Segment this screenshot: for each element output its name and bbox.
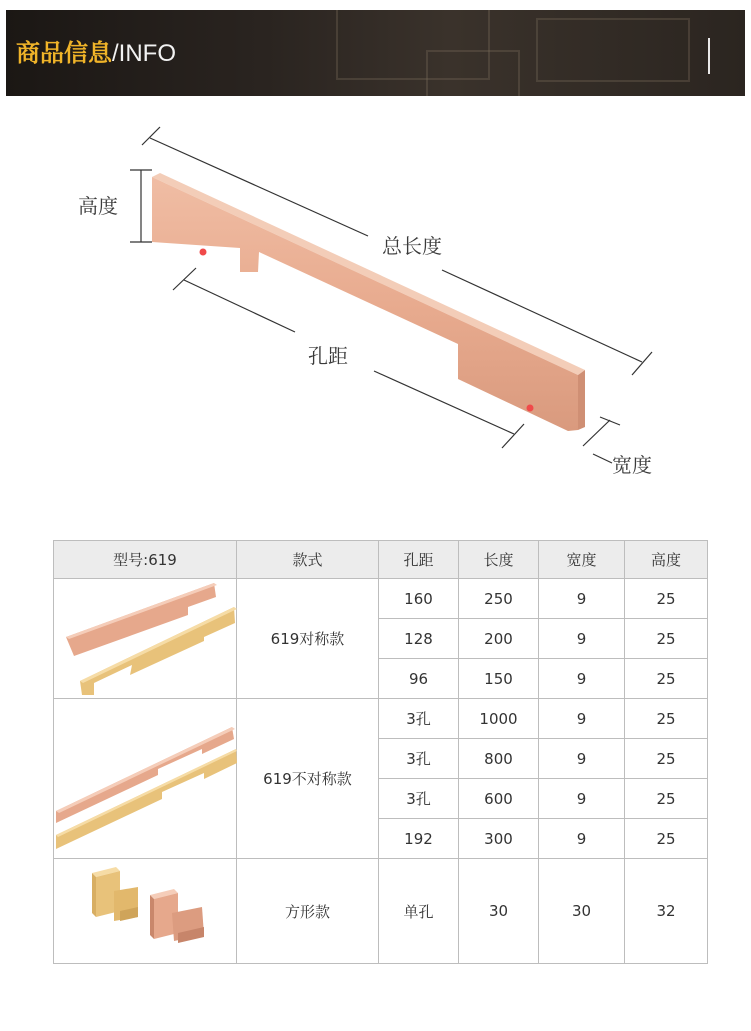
height-label: 高度 [78,194,118,218]
handle-body [152,177,578,431]
table-cell: 9 [539,819,625,859]
table-cell: 128 [379,619,459,659]
table-cell: 9 [539,779,625,819]
table-cell: 150 [459,659,539,699]
table-cell: 160 [379,579,459,619]
table-cell: 9 [539,699,625,739]
section-title-cn: 商品信息 [16,39,112,67]
table-cell: 9 [539,619,625,659]
style-cell: 619不对称款 [237,699,379,859]
table-cell: 192 [379,819,459,859]
product-photo-square [54,859,237,964]
column-header-length: 长度 [459,541,539,579]
dimension-diagram [0,100,751,500]
column-header-hole-distance: 孔距 [379,541,459,579]
table-cell: 25 [625,779,708,819]
style-cell: 619对称款 [237,579,379,699]
hole-dot [527,405,534,412]
table-cell: 25 [625,579,708,619]
table-cell: 600 [459,779,539,819]
table-cell: 3孔 [379,699,459,739]
table-cell: 25 [625,659,708,699]
table-cell: 32 [625,859,708,964]
table-cell: 9 [539,579,625,619]
column-header-style: 款式 [237,541,379,579]
table-cell: 30 [459,859,539,964]
table-row [54,859,708,964]
table-cell: 300 [459,819,539,859]
table-cell: 单孔 [379,859,459,964]
table-cell: 800 [459,739,539,779]
table-cell: 3孔 [379,739,459,779]
hole-distance-label: 孔距 [308,344,348,368]
cabinet-panel-decoration [426,50,520,96]
table-cell: 25 [625,739,708,779]
product-photo-asymmetric [54,699,237,859]
handle-end-face [578,370,585,430]
table-cell: 25 [625,619,708,659]
style-cell: 方形款 [237,859,379,964]
width-label: 宽度 [612,453,652,477]
table-cell: 3孔 [379,779,459,819]
handle-diagram-svg [0,100,751,500]
table-header-row [54,541,708,579]
table-cell: 200 [459,619,539,659]
table-cell: 9 [539,659,625,699]
asymmetric-handles-image [54,699,237,858]
total-length-label: 总长度 [382,234,442,258]
column-header-height: 高度 [625,541,708,579]
spec-table [53,540,708,964]
section-title-en: /INFO [112,40,176,67]
table-row [54,699,708,739]
table-cell: 96 [379,659,459,699]
hole-dot [200,249,207,256]
symmetric-handles-image [54,579,237,698]
section-title [16,38,176,69]
table-cell: 30 [539,859,625,964]
column-header-model: 型号:619 [54,541,237,579]
table-cell: 25 [625,819,708,859]
table-cell: 25 [625,699,708,739]
table-cell: 250 [459,579,539,619]
header-banner [6,10,745,96]
cabinet-panel-decoration [536,18,690,82]
table-cell: 1000 [459,699,539,739]
handle-side-face [152,173,585,375]
header-divider [708,38,710,74]
table-cell: 9 [539,739,625,779]
column-header-width: 宽度 [539,541,625,579]
product-photo-symmetric [54,579,237,699]
table-row [54,579,708,619]
square-knobs-image [54,859,237,963]
